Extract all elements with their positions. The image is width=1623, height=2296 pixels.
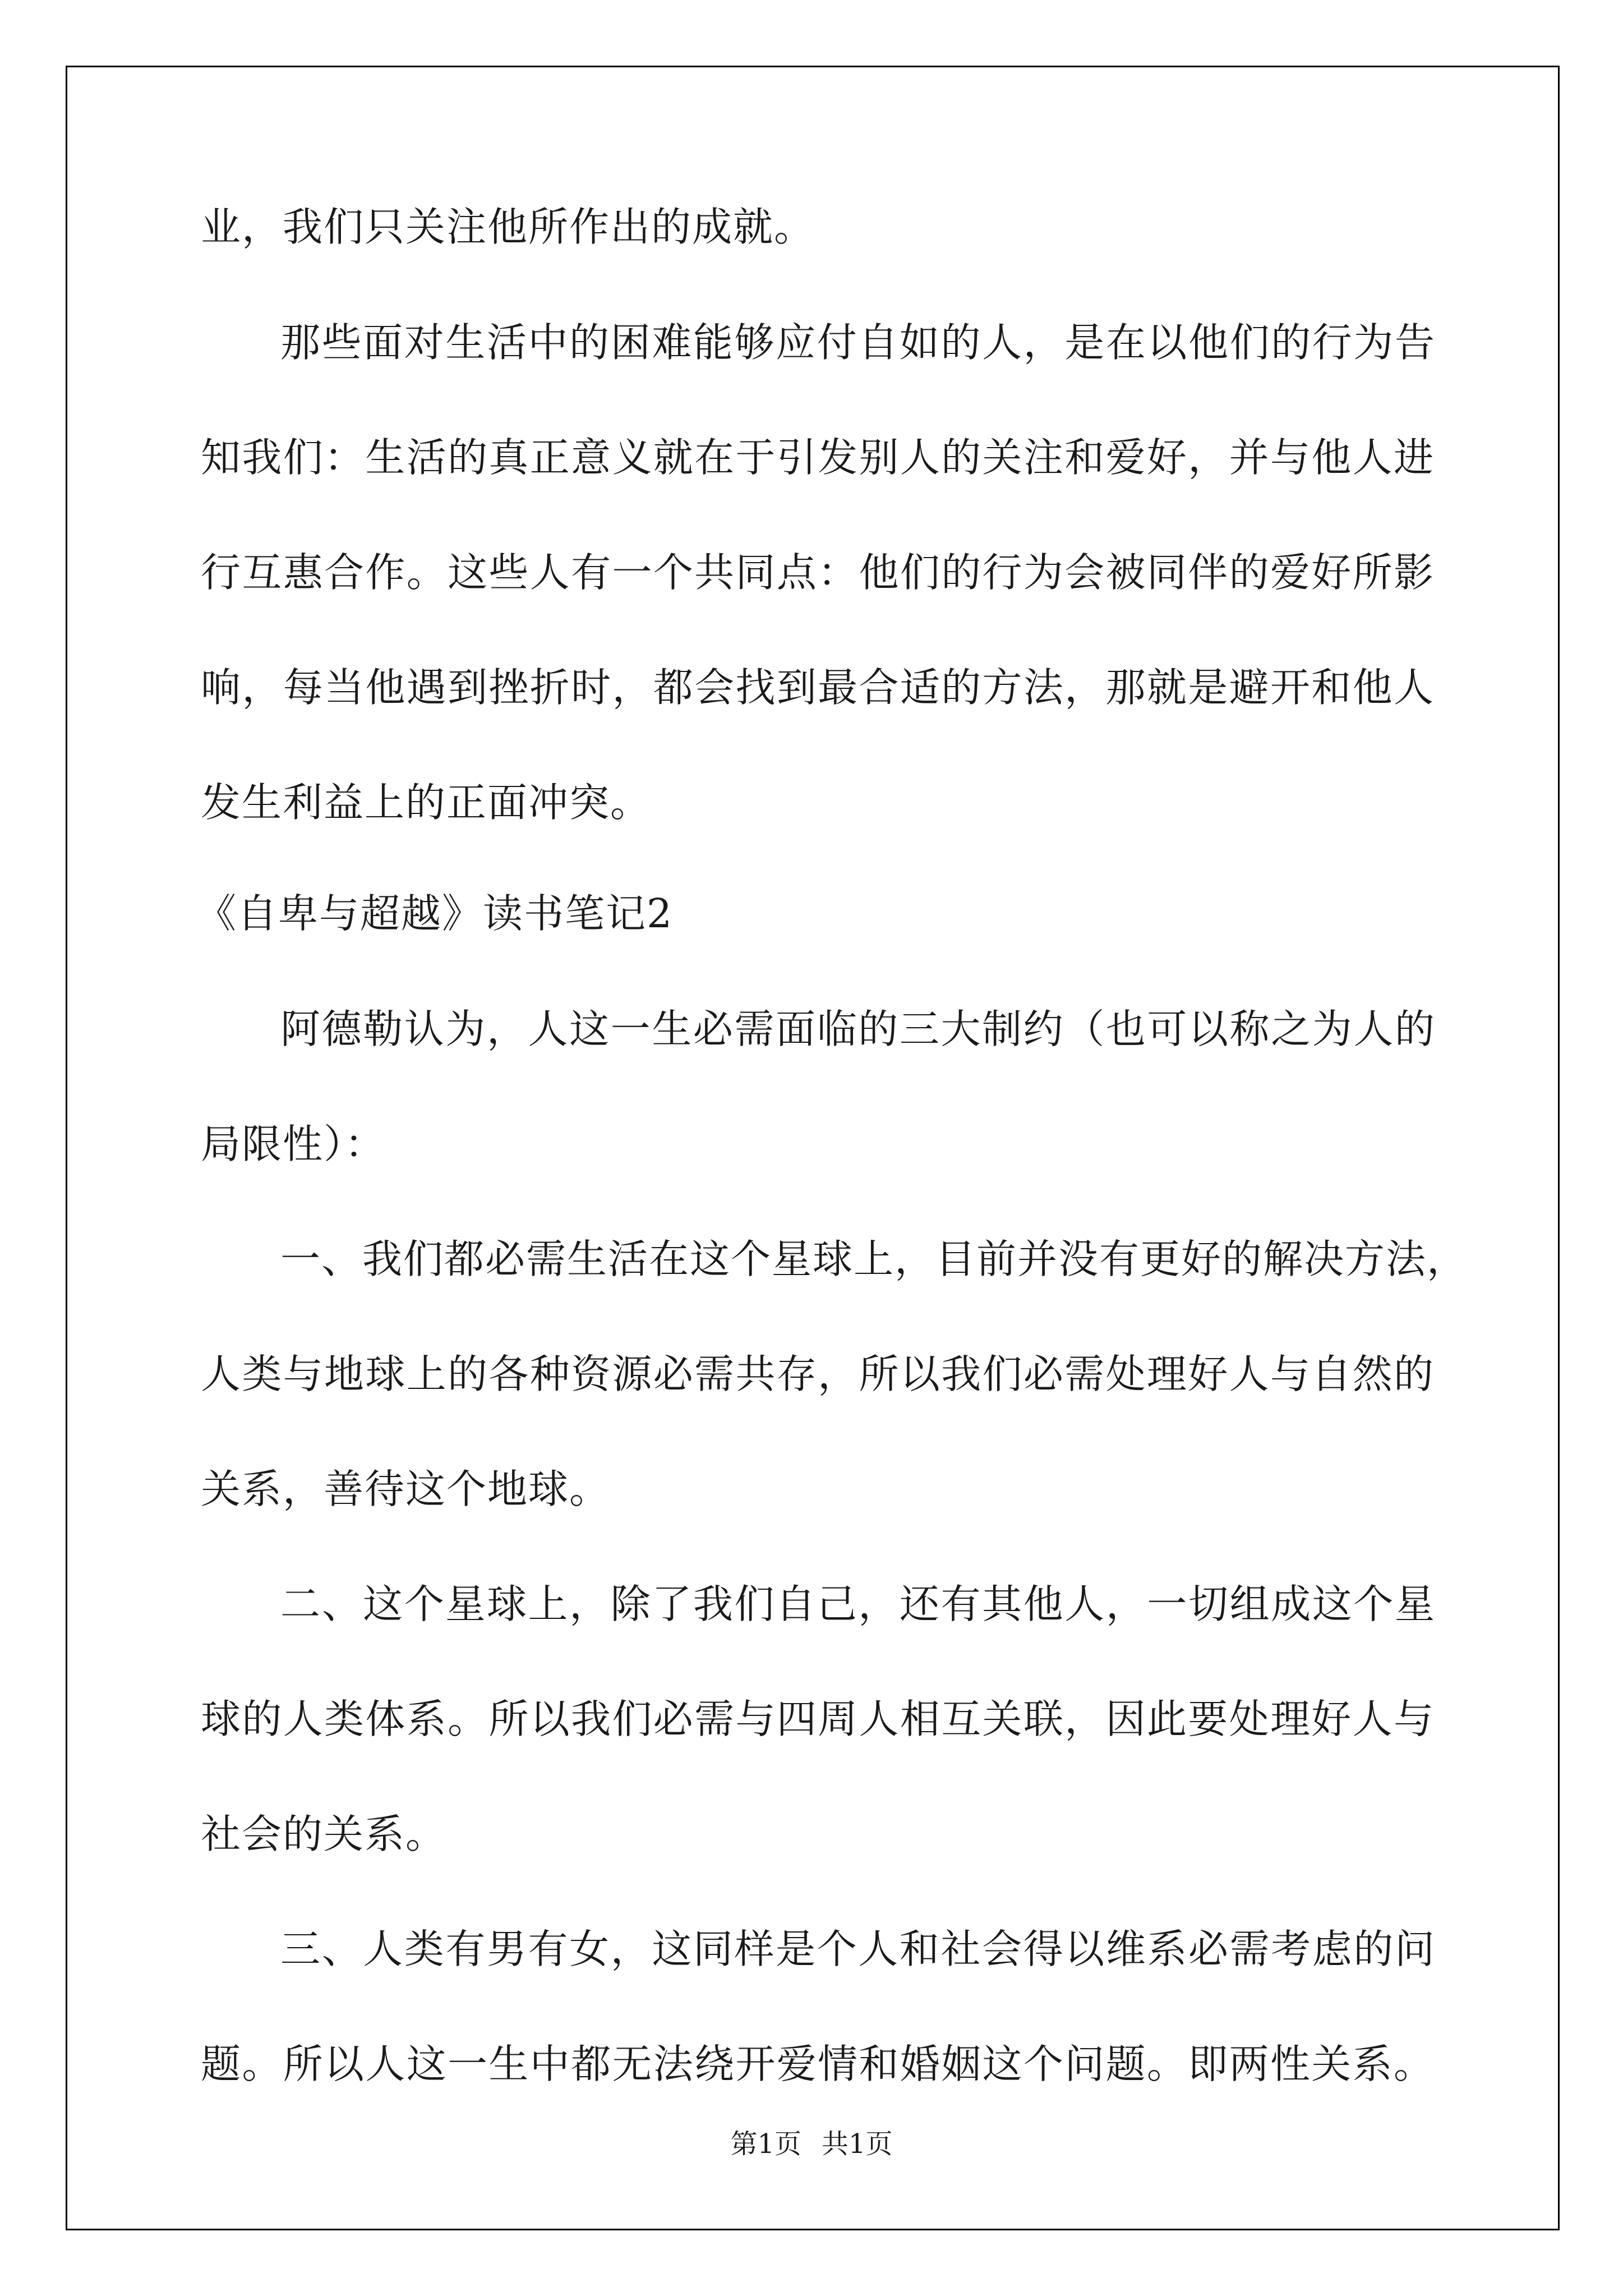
text-line: 发生利益上的正面冲突。 <box>201 779 652 826</box>
text-line: 一、我们都必需生活在这个星球上，目前并没有更好的解决方法， <box>280 1236 1468 1282</box>
text-line: 题。所以人这一生中都无法绕开爱情和婚姻这个问题。即两性关系。 <box>201 2041 1435 2087</box>
text-line: 人类与地球上的各种资源必需共存，所以我们必需处理好人与自然的 <box>201 1351 1435 1397</box>
text-line: 行互惠合作。这些人有一个共同点：他们的行为会被同伴的爱好所影 <box>201 549 1435 596</box>
section-heading: 《自卑与超越》读书笔记2 <box>196 890 674 937</box>
text-line: 阿德勒认为，人这一生必需面临的三大制约（也可以称之为人的 <box>280 1006 1436 1052</box>
page-number: 第1页 <box>730 2128 801 2160</box>
text-line: 三、人类有男有女，这同样是个人和社会得以维系必需考虑的问 <box>280 1926 1436 1972</box>
text-line: 二、这个星球上，除了我们自己，还有其他人，一切组成这个星 <box>280 1581 1436 1627</box>
text-line: 响，每当他遇到挫折时，都会找到最合适的方法，那就是避开和他人 <box>201 664 1435 711</box>
text-line: 社会的关系。 <box>201 1811 447 1857</box>
text-line: 那些面对生活中的困难能够应付自如的人，是在以他们的行为告 <box>280 319 1436 366</box>
text-line: 知我们：生活的真正意义就在于引发别人的关注和爱好，并与他人进 <box>201 434 1435 481</box>
text-line: 业，我们只关注他所作出的成就。 <box>201 204 815 250</box>
page-footer <box>0 2127 1623 2161</box>
text-line: 关系，善待这个地球。 <box>201 1466 611 1512</box>
text-line: 球的人类体系。所以我们必需与四周人相互关联，因此要处理好人与 <box>201 1696 1435 1742</box>
page-total: 共1页 <box>822 2128 893 2160</box>
text-line: 局限性）： <box>201 1121 386 1167</box>
